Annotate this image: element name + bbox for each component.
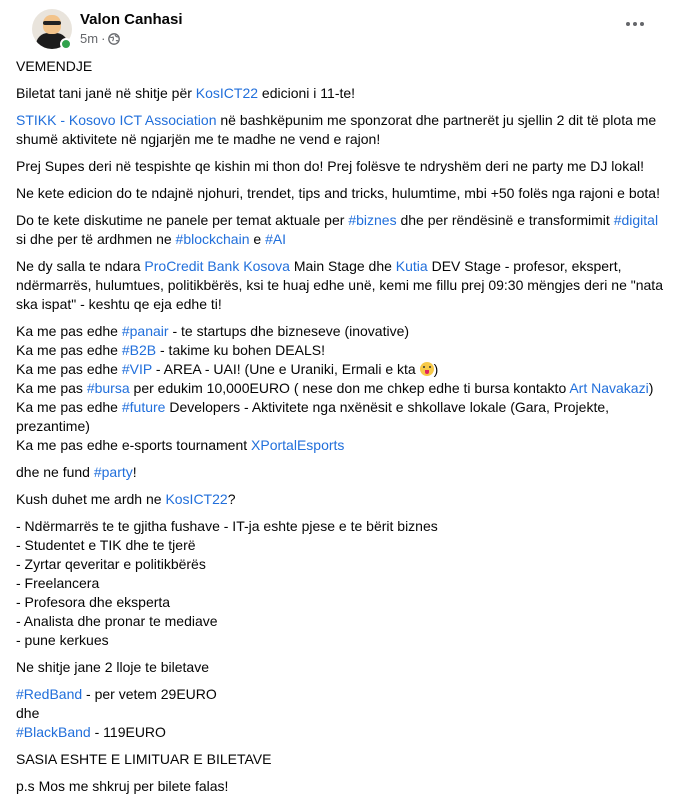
hashtag-biznes[interactable]: #biznes	[348, 212, 397, 228]
post-meta	[80, 31, 120, 46]
post-header	[16, 0, 663, 52]
list-item: - Zyrtar qeveritar e politikbërës	[16, 556, 206, 572]
list-item: - Studentet e TIK dhe te tjerë	[16, 537, 196, 553]
hashtag-digital[interactable]: #digital	[613, 212, 659, 228]
page-link-procredit[interactable]: ProCredit Bank Kosova	[144, 258, 290, 274]
post-paragraph: Ne kete edicion do te ndajnë njohuri, trendet, tips and tricks, hulumtime, mbi +50 folës nga rajoni e bota!	[16, 185, 660, 201]
online-status-indicator	[60, 38, 72, 50]
post-paragraph: Ne shitje jane 2 lloje te biletave	[16, 659, 210, 675]
post-paragraph: dhe ne fund #party!	[16, 464, 137, 480]
hashtag-b2b[interactable]: #B2B	[121, 342, 157, 358]
audience-list	[16, 517, 666, 650]
hashtag-party[interactable]: #party	[93, 464, 133, 480]
list-item: - Analista dhe pronar te mediave	[16, 613, 218, 629]
globe-icon[interactable]	[108, 33, 120, 45]
post-body	[16, 57, 666, 795]
post-paragraph: Prej Supes deri në tespishte qe kishin mi thon do! Prej folësve te ndryshëm deri ne party me DJ lokal!	[16, 158, 644, 174]
hashtag-bursa[interactable]: #bursa	[86, 380, 130, 396]
page-link-kutia[interactable]: Kutia	[395, 258, 428, 274]
event-link[interactable]: KosICT22	[165, 491, 228, 507]
post-paragraph: Do te kete diskutime ne panele per temat aktuale per #biznes dhe per rëndësinë e transformimit #digital si dhe per të ardhmen ne #blockchain e #AI	[16, 212, 659, 247]
author-name[interactable]: Valon Canhasi	[80, 11, 183, 28]
hashtag-ai[interactable]: #AI	[265, 231, 287, 247]
hashtag-blockchain[interactable]: #blockchain	[175, 231, 250, 247]
post-paragraph: p.s Mos me shkruj per bilete falas!	[16, 778, 229, 794]
more-options-icon[interactable]	[623, 12, 647, 36]
list-item: - pune kerkues	[16, 632, 109, 648]
list-item: - Ndërmarrës te te gjitha fushave - IT-ja eshte pjese e te bërit biznes	[16, 518, 438, 534]
profile-link-art-navakazi[interactable]: Art Navakazi	[569, 380, 649, 396]
post-timestamp[interactable]: 5m	[80, 31, 99, 46]
page-link-xportalesports[interactable]: XPortalEsports	[251, 437, 345, 453]
post-paragraph: Ne dy salla te ndara ProCredit Bank Kosova Main Stage dhe Kutia DEV Stage - profesor, ekspert, ndërmarrës, hulumtues, politikbërës, ksi te huaj edhe unë, kemi me fillu prej 09:30 mëngjes deri ne "nata ska ispat" - keshtu qe eja edhe ti!	[16, 258, 663, 312]
list-item: - Profesora dhe eksperta	[16, 594, 171, 610]
list-item: - Freelancera	[16, 575, 100, 591]
post-paragraph: VEMENDJE	[16, 58, 93, 74]
post-paragraph: Kush duhet me ardh ne KosICT22?	[16, 491, 236, 507]
hashtag-future[interactable]: #future	[121, 399, 166, 415]
tongue-emoji-icon	[420, 362, 434, 376]
post-paragraph: Ka me pas edhe #panair - te startups dhe bizneseve (inovative) Ka me pas edhe #B2B - takime ku bohen DEALS! Ka me pas edhe #VIP - AREA - UAI! (Une e Uraniki, Ermali e kta ) Ka me pas #bursa per edukim 10,000EURO ( nese don me chkep edhe ti bursa kontakto Art Navakazi) Ka me pas edhe #future Developers - Aktivitete nga nxënësit e shkollave lokale (Gara, Projekte, prezantime) Ka me pas edhe e-sports tournament XPortalEsports	[16, 323, 654, 453]
event-link[interactable]: KosICT22	[195, 85, 259, 101]
meta-separator: ·	[101, 31, 106, 46]
post-paragraph: SASIA ESHTE E LIMITUAR E BILETAVE	[16, 751, 272, 767]
hashtag-vip[interactable]: #VIP	[121, 361, 152, 377]
hashtag-redband[interactable]: #RedBand	[16, 686, 83, 702]
post-paragraph: #RedBand - per vetem 29EURO dhe #BlackBand - 119EURO	[16, 686, 217, 740]
page-link-stikk[interactable]: STIKK - Kosovo ICT Association	[16, 112, 217, 128]
post-paragraph: Biletat tani janë në shitje për KosICT22 edicioni i 11-te!	[16, 85, 356, 101]
hashtag-panair[interactable]: #panair	[121, 323, 169, 339]
post-paragraph: STIKK - Kosovo ICT Association në bashkëpunim me sponzorat dhe partnerët ju sjellin 2 dit të plota me shumë aktivitete në ngjarjën me te madhe ne vend e rajon!	[16, 112, 657, 147]
hashtag-blackband[interactable]: #BlackBand	[16, 724, 91, 740]
